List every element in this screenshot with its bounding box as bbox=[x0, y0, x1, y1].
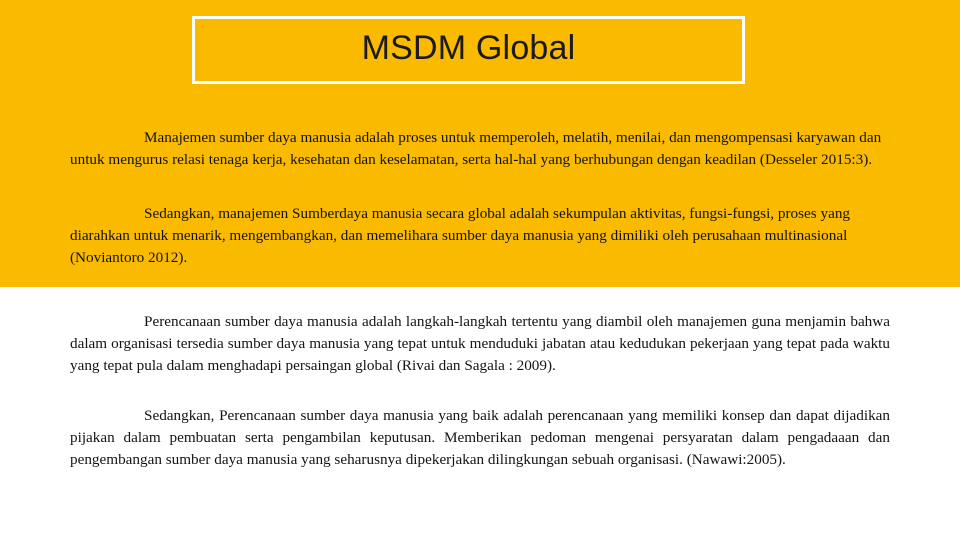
paragraph-global-msdm: Sedangkan, manajemen Sumberdaya manusia secara global adalah sekumpulan aktivitas, fungsi-fungsi, proses yang diarahkan untuk menarik, mengembangkan, dan memelihara sumber daya manusia yang dimiliki oleh perusahaan multinasional (Noviantoro 2012). bbox=[70, 205, 851, 266]
title-box bbox=[192, 16, 745, 84]
paragraph-good-hr-planning: Sedangkan, Perencanaan sumber daya manusia yang baik adalah perencanaan yang memiliki konsep dan dapat dijadikan pijakan dalam pembuatan serta pengambilan keputusan. Memberikan pedoman mengenai persyaratan dalam pengadaaan dan pengembangan sumber daya manusia yang seharusnya dipekerjakan dilingkungan sebuah organisasi. (Nawawi:2005). bbox=[70, 407, 890, 468]
paragraph-hr-planning: Perencanaan sumber daya manusia adalah langkah-langkah tertentu yang diambil oleh manajemen guna menjamin bahwa dalam organisasi tersedia sumber daya manusia yang tepat untuk menduduki jabatan atau kedudukan pekerjaan yang tepat pada waktu yang tepat pula dalam menghadapi persaingan global (Rivai dan Sagala : 2009). bbox=[70, 313, 890, 374]
page-title: MSDM Global bbox=[361, 28, 576, 67]
paragraph-definition-msdm: Manajemen sumber daya manusia adalah proses untuk memperoleh, melatih, menilai, dan mengompensasi karyawan dan untuk mengurus relasi tenaga kerja, kesehatan dan keselamatan, serta hal-hal yang berhubungan dengan keadilan (Desseler 2015:3). bbox=[70, 129, 882, 168]
